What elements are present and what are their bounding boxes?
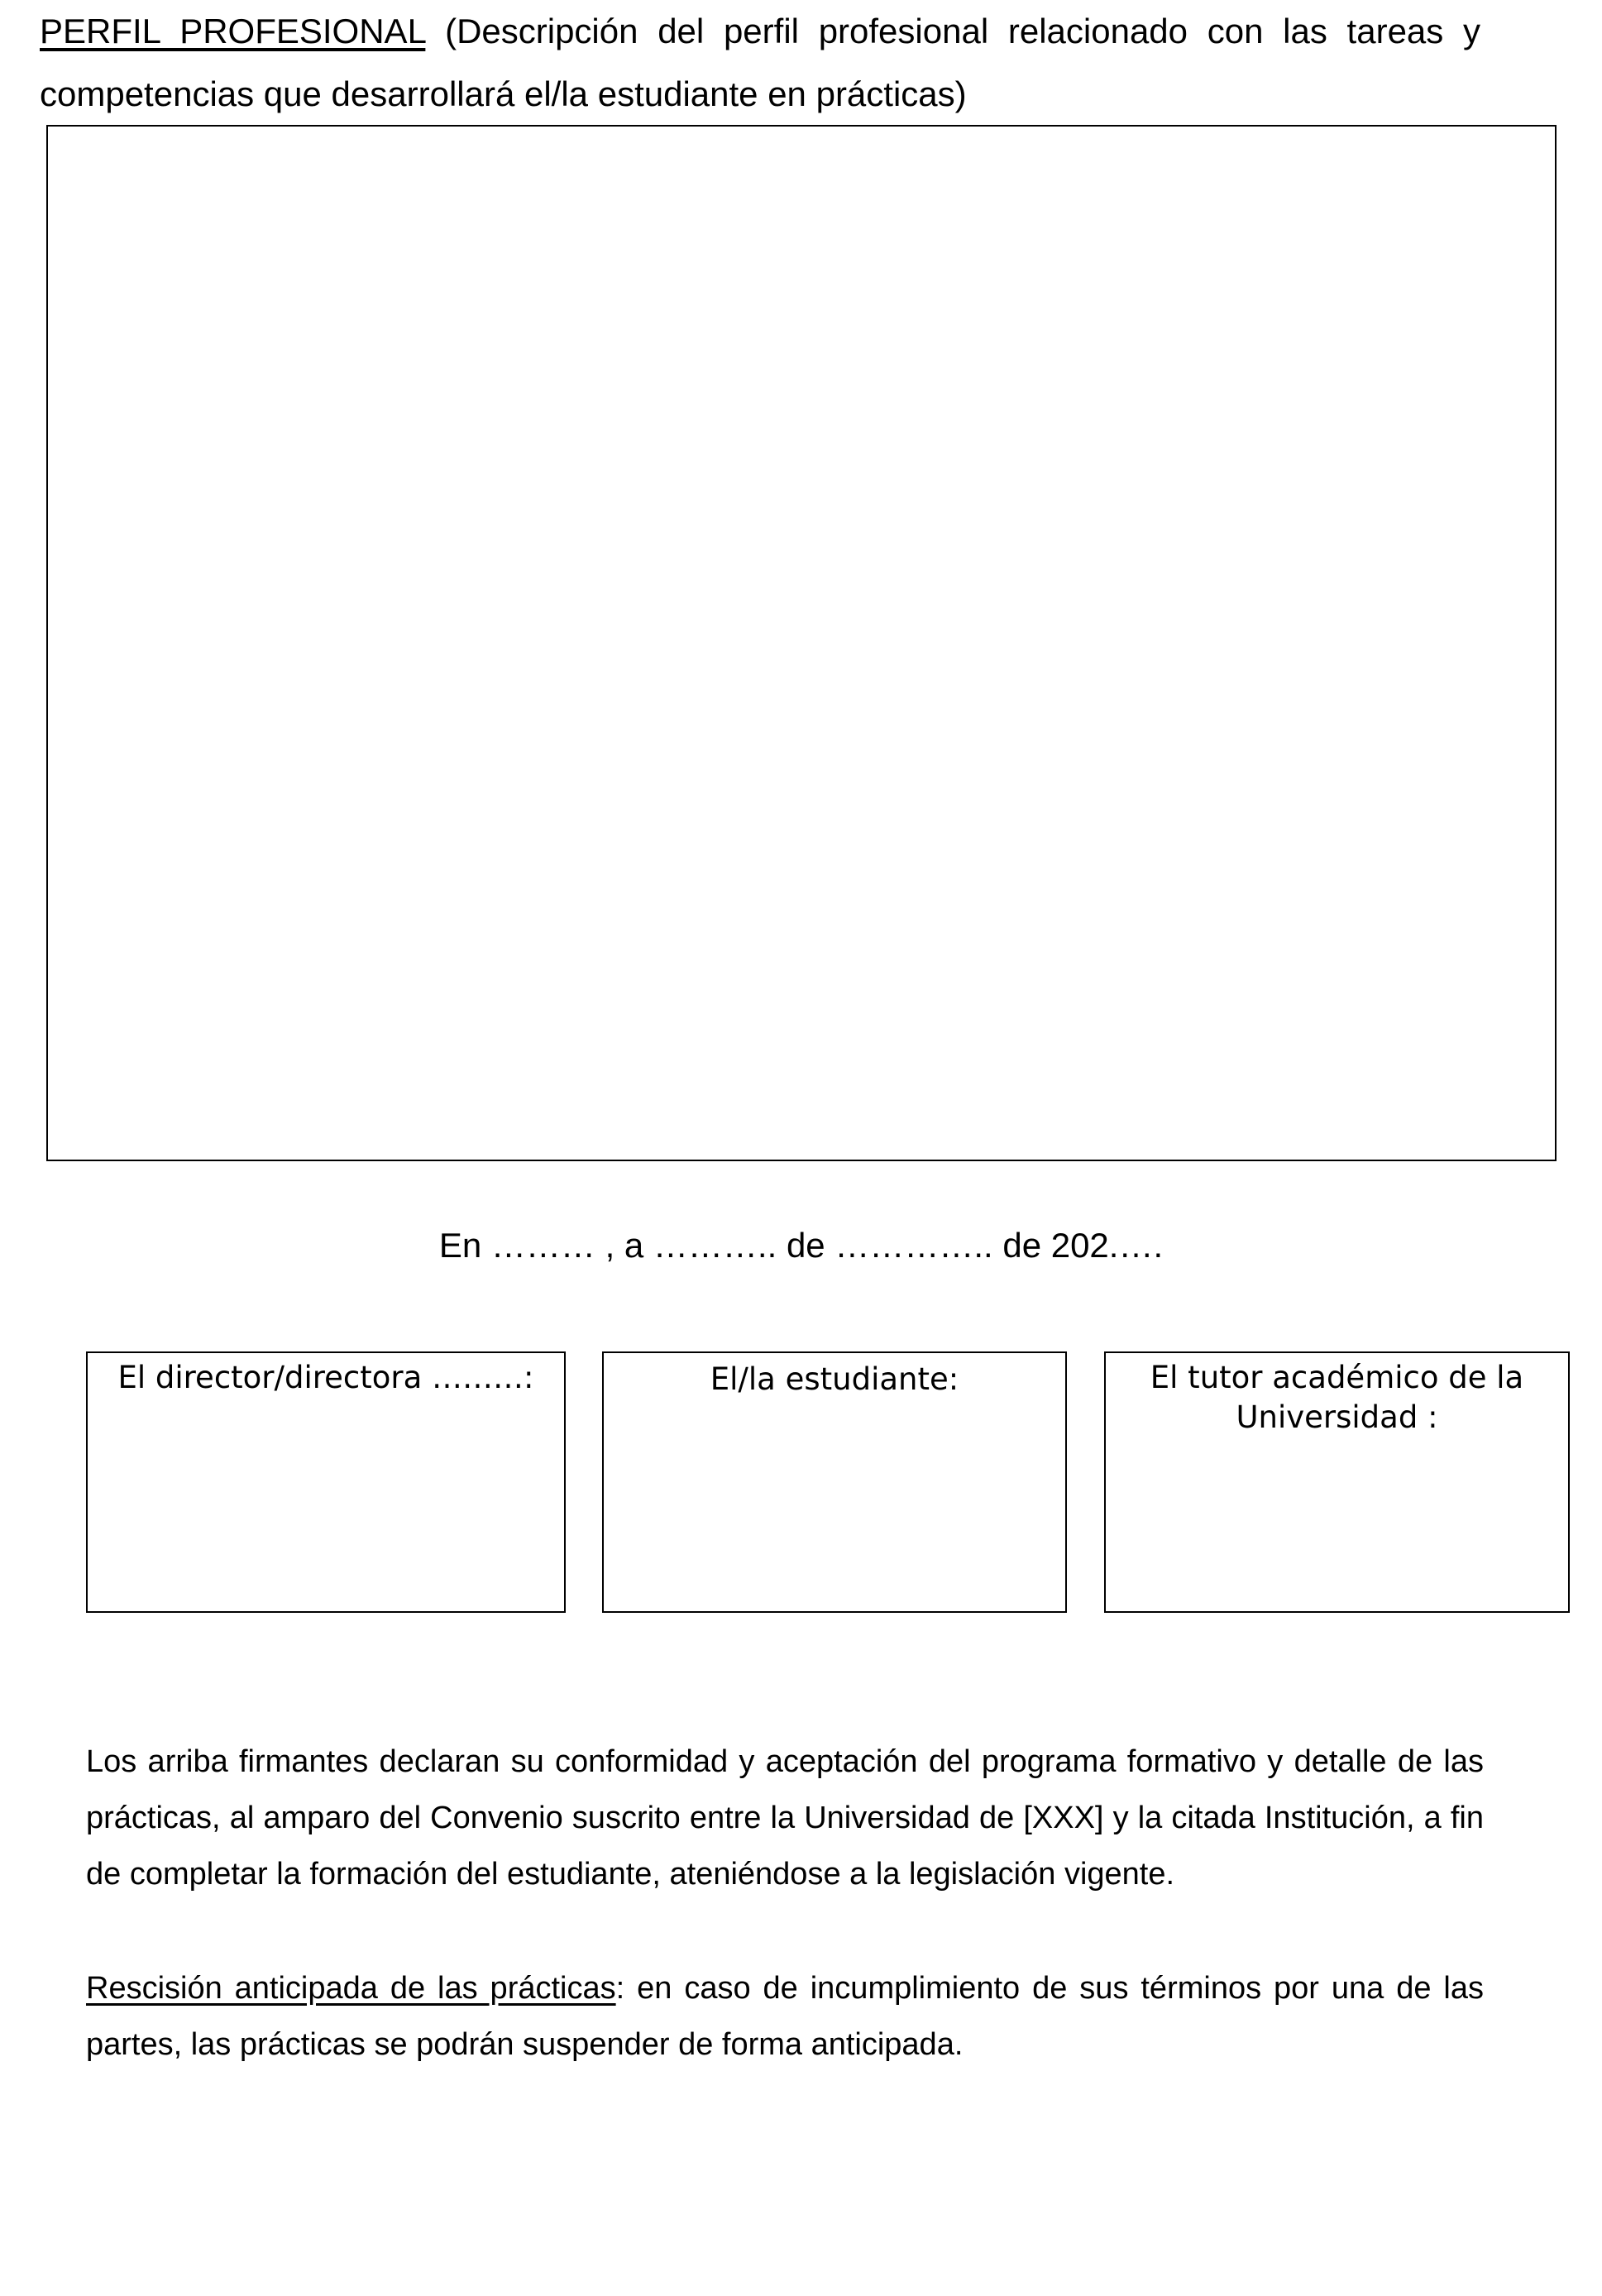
conformity-paragraph: Los arriba firmantes declaran su conformidad y aceptación del programa formativo y detalle de las prácticas, al amparo del Convenio suscrito entre la Universidad de [XXX] y la citada Institución, a fin de completar la formación del estudiante, ateniéndose a la legislación vigente. (86, 1744, 1484, 1892)
profile-section-description: (Descripción del perfil profesional relacionado con las tareas y competencias que desarrollará el/la estudiante en prácticas) (40, 12, 1480, 113)
place-date-line: En ……… , a ……….. de ………….. de 202.…. (438, 1226, 1164, 1265)
tutor-signature-label: El tutor académico de la Universidad : (1150, 1360, 1524, 1435)
profile-section-heading (40, 0, 1480, 126)
profile-section-title: PERFIL PROFESIONAL (40, 12, 426, 50)
profile-description-box[interactable] (46, 125, 1557, 1161)
director-signature-label: El director/directora ………: (117, 1360, 534, 1395)
director-signature-box[interactable] (86, 1351, 566, 1613)
rescission-text: : en caso de incumplimiento de sus términos por una de las partes, las prácticas se podrán suspender de forma anticipada. (86, 1971, 1484, 2062)
rescission-title: Rescisión anticipada de las prácticas (86, 1971, 616, 2006)
student-signature-label: El/la estudiante: (710, 1361, 959, 1397)
tutor-signature-box[interactable] (1104, 1351, 1570, 1613)
rescission-paragraph (86, 1960, 1484, 2073)
student-signature-box[interactable] (602, 1351, 1067, 1613)
